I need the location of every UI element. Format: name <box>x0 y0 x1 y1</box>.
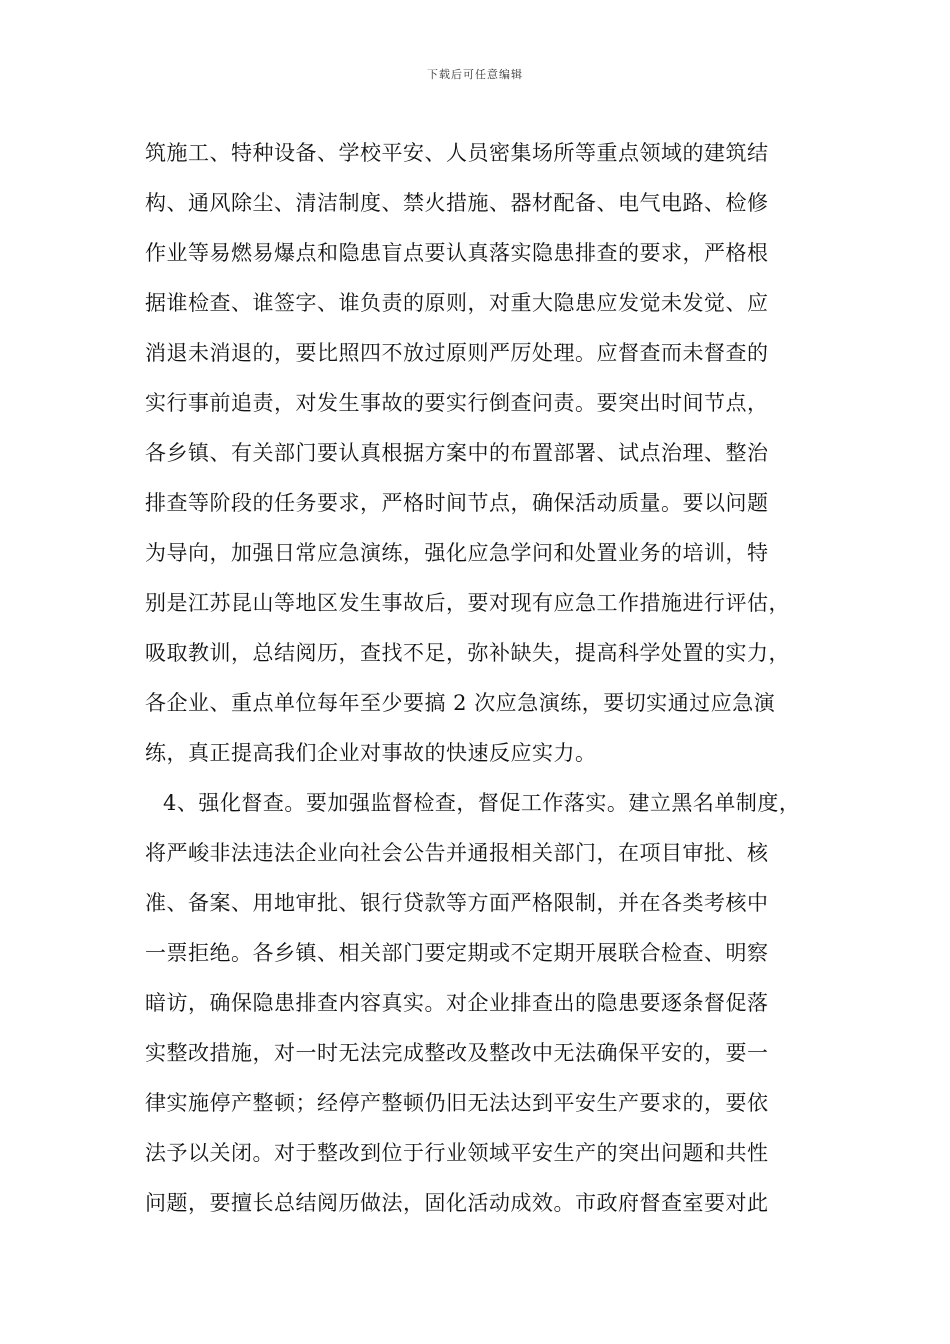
text-line: 别是江苏昆山等地区发生事故后，要对现有应急工作措施进行评估， <box>145 591 790 615</box>
text-line: 练，真正提高我们企业对事故的快速反应实力。 <box>145 741 597 765</box>
document-body <box>145 128 825 1228</box>
text-line: 为导向，加强日常应急演练，强化应急学问和处置业务的培训，特 <box>145 541 769 565</box>
text-line: 暗访，确保隐患排查内容真实。对企业排查出的隐患要逐条督促落 <box>145 991 769 1015</box>
text-line: 问题，要擅长总结阅历做法，固化活动成效。市政府督查室要对此 <box>145 1191 769 1215</box>
text-line: 各乡镇、有关部门要认真根据方案中的布置部署、试点治理、整治 <box>145 441 769 465</box>
text-line: 一票拒绝。各乡镇、相关部门要定期或不定期开展联合检查、明察 <box>145 941 769 965</box>
page-header: 下载后可任意编辑 <box>427 68 523 81</box>
text-line: 吸取教训，总结阅历，查找不足，弥补缺失，提高科学处置的实力， <box>145 641 790 665</box>
text-line: 将严峻非法违法企业向社会公告并通报相关部门，在项目审批、核 <box>145 841 769 865</box>
text-line: 实整改措施，对一时无法完成整改及整改中无法确保平安的，要一 <box>145 1041 769 1065</box>
text-line: 筑施工、特种设备、学校平安、人员密集场所等重点领域的建筑结 <box>145 141 769 165</box>
text-line: 据谁检查、谁签字、谁负责的原则，对重大隐患应发觉未发觉、应 <box>145 291 769 315</box>
text-line: 作业等易燃易爆点和隐患盲点要认真落实隐患排查的要求，严格根 <box>145 241 769 265</box>
text-line: 律实施停产整顿；经停产整顿仍旧无法达到平安生产要求的，要依 <box>145 1091 769 1115</box>
text-line: 排查等阶段的任务要求，严格时间节点，确保活动质量。要以问题 <box>145 491 769 515</box>
text-line: 消退未消退的，要比照四不放过原则严厉处理。应督查而未督查的 <box>145 341 769 365</box>
text-line: 构、通风除尘、清洁制度、禁火措施、器材配备、电气电路、检修 <box>145 191 769 215</box>
text-line: 各企业、重点单位每年至少要搞 2 次应急演练，要切实通过应急演 <box>145 691 776 715</box>
text-line: 实行事前追责，对发生事故的要实行倒查问责。要突出时间节点， <box>145 391 769 415</box>
text-line: 准、备案、用地审批、银行贷款等方面严格限制，并在各类考核中 <box>145 891 769 915</box>
section-heading-line: 4、强化督查。要加强监督检查，督促工作落实。建立黑名单制度， <box>163 791 801 815</box>
text-line: 法予以关闭。对于整改到位于行业领域平安生产的突出问题和共性 <box>145 1141 769 1165</box>
